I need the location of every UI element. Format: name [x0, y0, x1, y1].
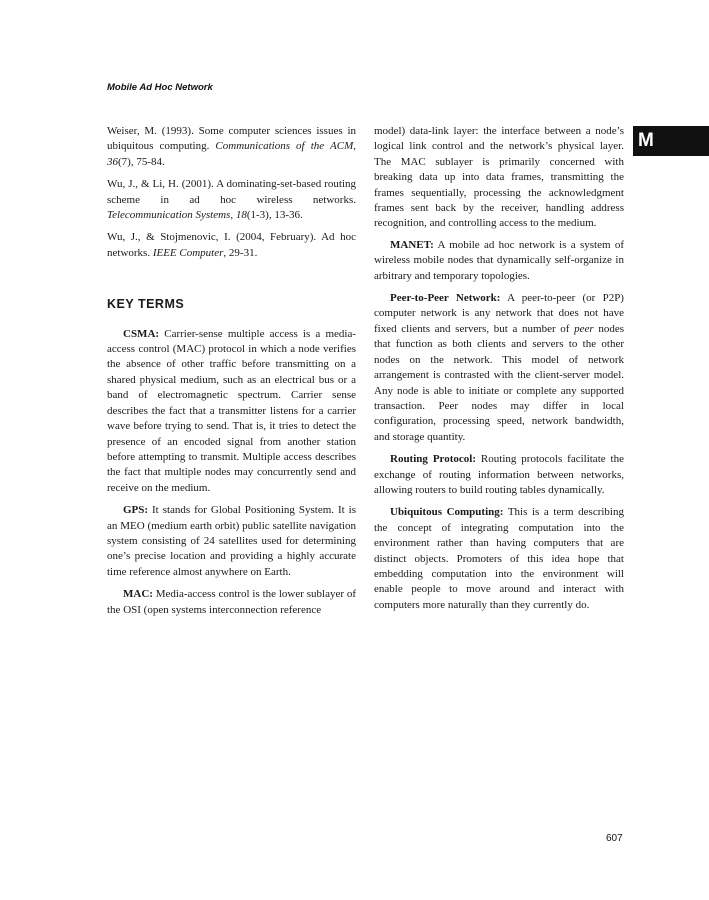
term-mac-continued: model) data-link layer: the interface between a node’s logical link control and the network’s physical layer. The MAC sublayer is primarily concerned with breaking data up into data frames, transmitting the frames sequentially, processing the acknowledgment frames sent back by the receiver, handling address recognition, and controlling access to the medium. [374, 125, 624, 230]
term-peer-to-peer: Peer-to-Peer Network: A peer-to-peer (or P2P) computer network is any network that does not have fixed clients and servers, but a number of peer nodes that function as both clients and servers to the other nodes on the network. This model of network arrangement is contrasted with the client-server model. Any node is able to initiate or complete any supported transaction. Peer nodes may differ in local configuration, processing speed, network bandwidth, and storage quantity. [374, 292, 624, 443]
reference-item: Weiser, M. (1993). Some computer sciences issues in ubiquitous computing. Communications of the ACM, 36(7), 75-84. [107, 125, 356, 168]
term-mac: MAC: Media-access control is the lower sublayer of the OSI (open systems interconnection reference [107, 588, 356, 616]
key-terms-heading: KEY TERMS [107, 297, 185, 312]
section-letter-tab: M [633, 126, 709, 156]
term-gps: GPS: It stands for Global Positioning System. It is an MEO (medium earth orbit) public satellite navigation system consisting of 24 satellites used for determining one’s precise location and providing a highly accurate time reference almost anywhere on Earth. [107, 504, 356, 578]
left-column [107, 124, 356, 625]
term-routing-protocol: Routing Protocol: Routing protocols facilitate the exchange of routing information between networks, allowing routers to build routing tables dynamically. [374, 453, 624, 496]
running-title: Mobile Ad Hoc Network [107, 82, 213, 93]
reference-item: Wu, J., & Li, H. (2001). A dominating-set-based routing scheme in ad hoc wireless networks. Telecommunication Systems, 18(1-3), 13-36. [107, 178, 356, 222]
right-column [374, 124, 624, 620]
term-ubiquitous-computing: Ubiquitous Computing: This is a term describing the concept of integrating computation into the environment rather than having computers that are distinct objects. Promoters of this idea hope that embedding computation into the environment will enable people to move around and interact with computers more naturally than they currently do. [374, 506, 624, 611]
term-manet: MANET: A mobile ad hoc network is a system of wireless mobile nodes that dynamically self-organize in arbitrary and temporary topologies. [374, 238, 624, 282]
term-csma: CSMA: Carrier-sense multiple access is a media-access control (MAC) protocol in which a node verifies the absence of other traffic before transmitting on a shared physical medium, such as an electrical bus or a band of electromagnetic spectrum. Carrier sense describes the fact that a transmitter listens for a carrier wave before trying to send. That is, it tries to detect the presence of an encoded signal from another station before attempting to transmit. Multiple access describes the fact that multiple nodes may concurrently send and receive on the medium. [107, 327, 356, 494]
page-number: 607 [606, 833, 623, 844]
reference-item: Wu, J., & Stojmenovic, I. (2004, February). Ad hoc networks. IEEE Computer, 29-31. [107, 231, 356, 259]
